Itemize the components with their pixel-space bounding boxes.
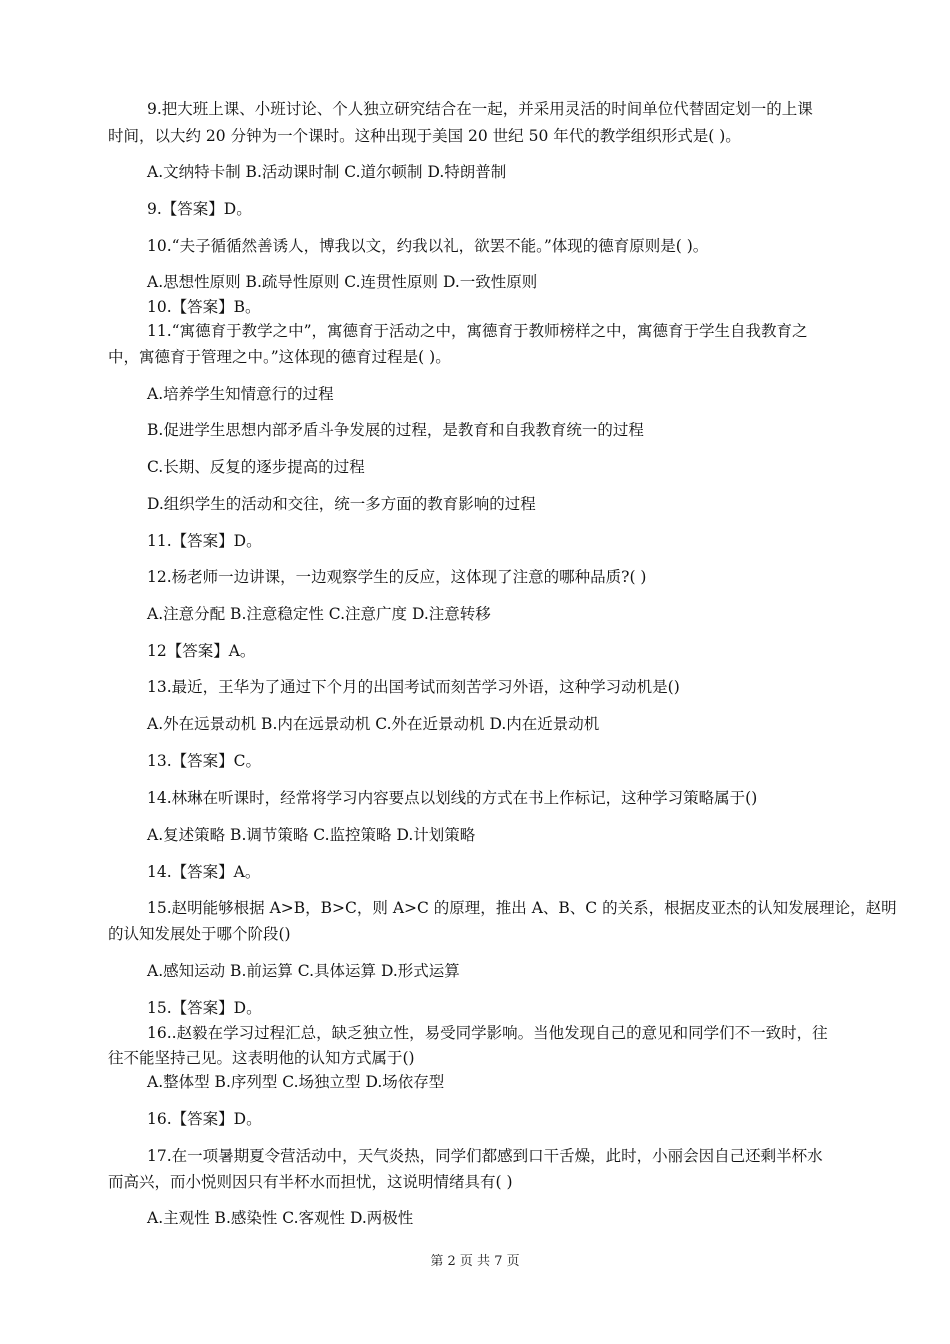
q11-option-d: D.组织学生的活动和交往，统一多方面的教育影响的过程 (147, 495, 536, 513)
q9-options: A.文纳特卡制 B.活动课时制 C.道尔顿制 D.特朗普制 (147, 163, 507, 181)
q12-stem: 12.杨老师一边讲课，一边观察学生的反应，这体现了注意的哪种品质?( ) (147, 568, 647, 586)
q12-answer: 12【答案】A。 (147, 642, 256, 660)
q15-stem-line1: 15.赵明能够根据 A>B，B>C，则 A>C 的原理，推出 A、B、C 的关系，根据皮亚杰的认知发展理论，赵明 (147, 899, 897, 917)
q13-stem: 13.最近，王华为了通过下个月的出国考试而刻苦学习外语，这种学习动机是() (147, 678, 680, 696)
q10-answer: 10.【答案】B。 (147, 298, 261, 316)
q17-options: A.主观性 B.感染性 C.客观性 D.两极性 (147, 1209, 414, 1227)
q16-stem-line2: 往不能坚持己见。这表明他的认知方式属于() (108, 1049, 415, 1067)
q11-option-b: B.促进学生思想内部矛盾斗争发展的过程，是教育和自我教育统一的过程 (147, 421, 644, 439)
q15-options: A.感知运动 B.前运算 C.具体运算 D.形式运算 (147, 962, 460, 980)
q15-answer: 15.【答案】D。 (147, 999, 262, 1017)
q11-stem-line2: 中，寓德育于管理之中。”这体现的德育过程是( )。 (108, 348, 451, 366)
q14-options: A.复述策略 B.调节策略 C.监控策略 D.计划策略 (147, 826, 476, 844)
page-footer: 第 2 页 共 7 页 (430, 1254, 520, 1269)
q16-stem-line1: 16..赵毅在学习过程汇总，缺乏独立性，易受同学影响。当他发现自己的意见和同学们不一致时，往 (147, 1024, 828, 1042)
q11-option-c: C.长期、反复的逐步提高的过程 (147, 458, 365, 476)
q13-answer: 13.【答案】C。 (147, 752, 262, 770)
q16-options: A.整体型 B.序列型 C.场独立型 D.场依存型 (147, 1073, 445, 1091)
q9-stem-line2: 时间，以大约 20 分钟为一个课时。这种出现于美国 20 世纪 50 年代的教学组织形式是( )。 (108, 127, 741, 145)
q15-stem-line2: 的认知发展处于哪个阶段() (108, 925, 291, 943)
q10-stem: 10.“夫子循循然善诱人，博我以文，约我以礼，欲罢不能。”体现的德育原则是( )。 (147, 237, 709, 255)
q9-answer: 9.【答案】D。 (147, 200, 252, 218)
q11-answer: 11.【答案】D。 (147, 532, 262, 550)
q9-stem-line1: 9.把大班上课、小班讨论、个人独立研究结合在一起，并采用灵活的时间单位代替固定划一的上课 (147, 100, 813, 118)
q11-option-a: A.培养学生知情意行的过程 (147, 385, 334, 403)
q17-stem-line1: 17.在一项暑期夏令营活动中，天气炎热，同学们都感到口干舌燥，此时，小丽会因自己还剩半杯水 (147, 1147, 823, 1165)
q14-answer: 14.【答案】A。 (147, 863, 261, 881)
q16-answer: 16.【答案】D。 (147, 1110, 262, 1128)
q10-options: A.思想性原则 B.疏导性原则 C.连贯性原则 D.一致性原则 (147, 273, 538, 291)
q14-stem: 14.林琳在听课时，经常将学习内容要点以划线的方式在书上作标记，这种学习策略属于() (147, 789, 758, 807)
q12-options: A.注意分配 B.注意稳定性 C.注意广度 D.注意转移 (147, 605, 491, 623)
q11-stem-line1: 11.“寓德育于教学之中”，寓德育于活动之中，寓德育于教师榜样之中，寓德育于学生自我教育之 (147, 322, 808, 340)
q13-options: A.外在远景动机 B.内在远景动机 C.外在近景动机 D.内在近景动机 (147, 715, 600, 733)
q17-stem-line2: 而高兴，而小悦则因只有半杯水而担忧，这说明情绪具有( ) (108, 1173, 513, 1191)
